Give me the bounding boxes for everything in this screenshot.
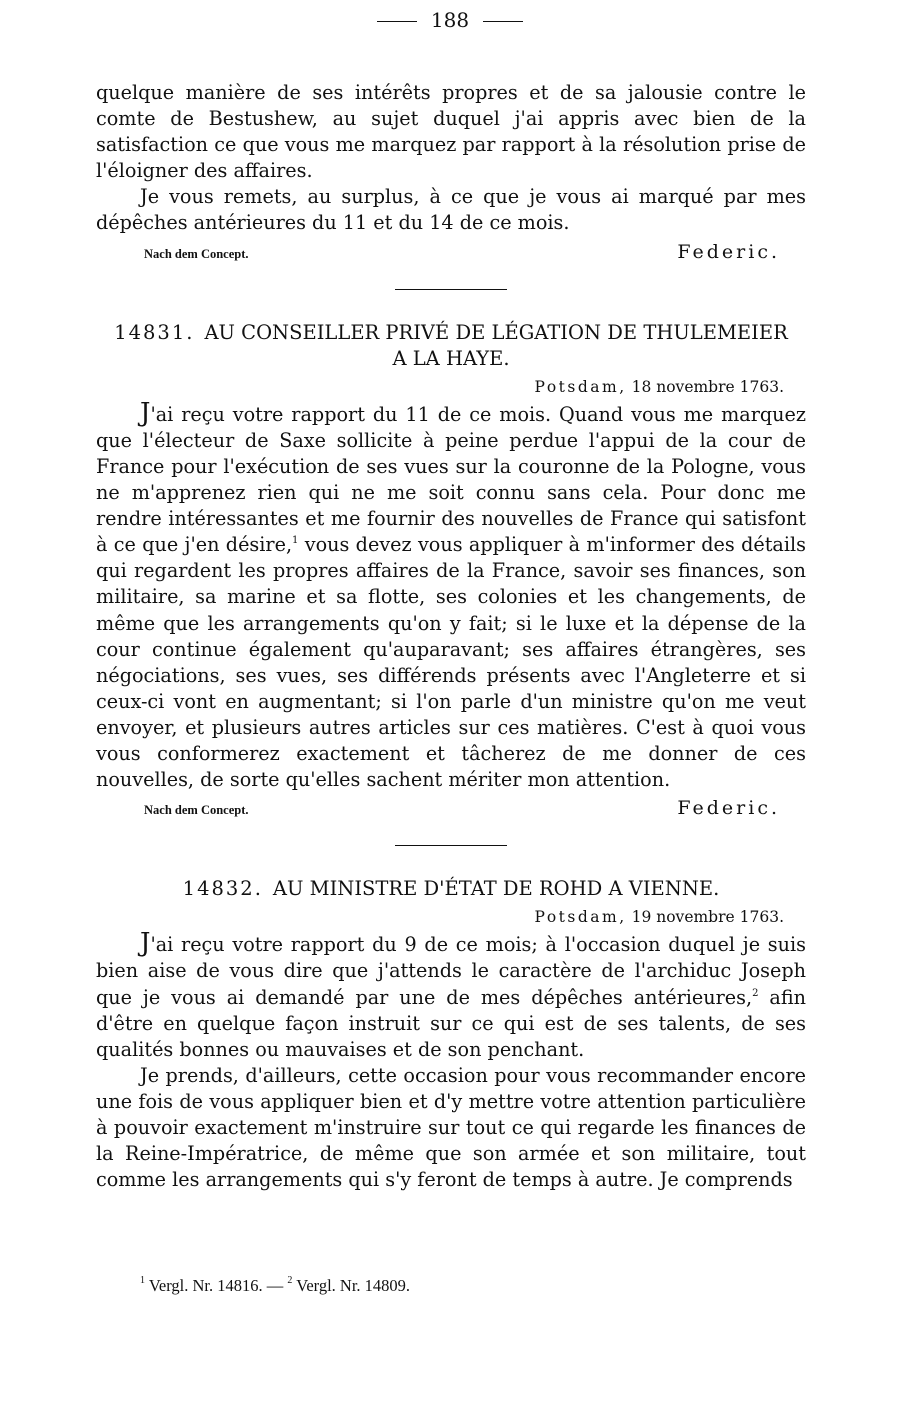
letter-body [96, 397, 806, 793]
page-number: 188 [430, 8, 470, 32]
signature: Federic. [677, 797, 780, 820]
footnote-text: Vergl. Nr. 14809. [296, 1276, 411, 1295]
date: 19 novembre 1763. [631, 908, 784, 927]
footnote-ref: 2 [752, 987, 759, 999]
footnote-ref: 1 [292, 535, 299, 547]
text: 'ai reçu votre rapport du 11 de ce mois. Quand vous me marquez que l'électeur de Saxe sollicite à peine perdue l'appui de la cour de France pour l'exécution de ses vues sur la couronne de la Pologne, vous ne m'apprenez rien qui ne me soit connu sans cela. Pour donc me rendre intéressantes et me fournir des nouvelles de France qui satisfont à ce que j'en désire, [96, 402, 806, 557]
letter-number: 14832. [182, 877, 263, 901]
letter-heading [96, 320, 806, 372]
section-rule [395, 845, 507, 846]
footnote-text: Vergl. Nr. 14816. — [148, 1276, 284, 1295]
signature-row [96, 239, 806, 267]
initial-letter: J [140, 928, 151, 959]
page-body [96, 80, 806, 1193]
dateline [96, 374, 806, 400]
signature: Federic. [677, 240, 780, 263]
continued-paragraph: quelque manière de ses intérêts propres et de sa jalousie contre le comte de Bestushew, au sujet duquel j'ai appris avec bien de la satisfaction ce que vous me marquez par rapport à la résolution prise de l'éloigner des affaires. [96, 81, 806, 183]
letter-heading [96, 876, 806, 902]
divider [483, 21, 523, 22]
source-note: Nach dem Concept. [144, 803, 249, 818]
place: Potsdam, [534, 908, 627, 927]
letter-number: 14831. [114, 320, 195, 344]
letter-body [96, 930, 806, 1062]
footnote-mark: 1 [140, 1275, 145, 1286]
initial-letter: J [140, 397, 151, 428]
text: afin d'être en quelque façon instruit sur ce qui est de ses talents, de ses qualités bonnes ou mauvaises et de son penchant. [96, 985, 806, 1061]
signature-row [96, 795, 806, 823]
source-note: Nach dem Concept. [144, 246, 249, 261]
letter-title: AU MINISTRE D'ÉTAT DE ROHD A VIENNE. [272, 877, 720, 901]
date: 18 novembre 1763. [631, 377, 784, 396]
place: Potsdam, [534, 377, 627, 396]
letter-title: AU CONSEILLER PRIVÉ DE LÉGATION DE THULEMEIER A LA HAYE. [204, 320, 788, 370]
text: vous devez vous appliquer à m'informer des détails qui regardent les propres affaires de la France, savoir ses finances, son militaire, sa marine et sa flotte, ses colonies et les changements, de même que les arrangements qu'on y fait; si le luxe et la dépense de la cour continue également qu'auparavant; ses affaires étrangères, ses négociations, ses vues, ses différends présents avec l'Angleterre et si ceux-ci vont en augmentant; si l'on parle d'un ministre qu'on me veut envoyer, et plusieurs autres articles sur ces matières. C'est à quoi vous vous conformerez exactement et tâcherez de me donner de ces nouvelles, de sorte qu'elles sachent mériter mon attention. [96, 533, 806, 792]
section-rule [395, 289, 507, 290]
divider [377, 21, 417, 22]
footnotes [140, 1276, 410, 1296]
dateline [96, 904, 806, 930]
footnote-mark: 2 [287, 1275, 293, 1286]
paragraph: Je prends, d'ailleurs, cette occasion pour vous recommander encore une fois de vous appliquer bien et d'y mettre votre attention particulière à pouvoir exactement m'instruire sur tout ce qui regarde les finances de la Reine-Impératrice, de même que son armée et son militaire, tout comme les arrangements qui s'y feront de temps à autre. Je comprends [96, 1063, 806, 1192]
paragraph: Je vous remets, au surplus, à ce que je vous ai marqué par mes dépêches antérieures du 11 et du 14 de ce mois. [96, 185, 806, 235]
text: 'ai reçu votre rapport du 9 de ce mois; à l'occasion duquel je suis bien aise de vous dire que j'attends le caractère de l'archiduc Joseph que je vous ai demandé par une de mes dépêches antérieures, [96, 933, 806, 1009]
page-number-line [0, 8, 900, 32]
